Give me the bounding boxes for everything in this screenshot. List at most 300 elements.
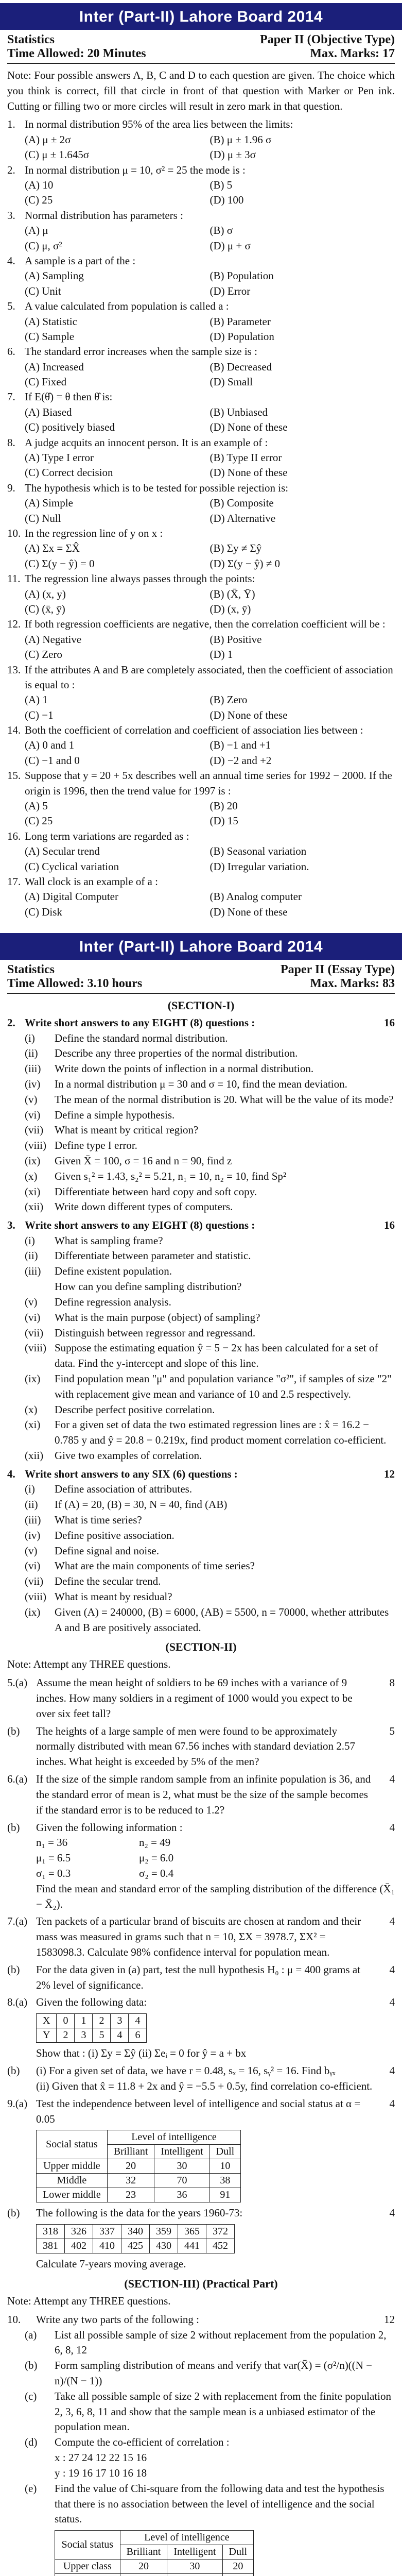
mcq-option: (C) Correct decision (25, 466, 113, 479)
mcq-question (7, 344, 395, 359)
q9a-table (36, 2130, 241, 2202)
mcq-options (7, 799, 395, 829)
mcq-number: 16. (7, 829, 21, 842)
table-cell: 91 (209, 2188, 241, 2202)
mcq-option: (D) Σ(y − ŷ) ≠ 0 (209, 557, 280, 570)
mcq-option: (B) μ ± 1.96 σ (209, 133, 272, 146)
mcq-options (7, 889, 395, 920)
mcq-question (7, 389, 395, 404)
sub-roman: (ix) (25, 1605, 41, 1618)
sub-roman: (v) (25, 1093, 38, 1106)
q9a (7, 2096, 395, 2127)
q-number: (b) (7, 1963, 20, 1976)
table-cell: 20 (120, 2560, 167, 2574)
sub-question (7, 1326, 395, 1341)
sub-question (7, 2328, 395, 2359)
mcq-item (7, 435, 395, 481)
mcq-option: (C) −1 and 0 (25, 754, 80, 767)
q-number: (b) (7, 1724, 20, 1737)
q-text: Given the following data: (36, 1996, 147, 2009)
info-right: σ₂ = 0.4 (139, 1867, 174, 1879)
mcq-options (7, 268, 395, 299)
q9b-table (36, 2224, 235, 2253)
sub-text: Define positive association. (55, 1529, 174, 1541)
q-number: 7.(a) (7, 1915, 28, 1928)
table-cell: 70 (154, 2174, 209, 2188)
sub-roman: (d) (25, 2436, 38, 2449)
table-cell: 20 (222, 2560, 254, 2574)
table-header-cell: Level of intelligence (120, 2531, 253, 2545)
sub-question (7, 2358, 395, 2389)
sub-text: What is sampling frame? (55, 1234, 163, 1247)
sub-roman: (x) (25, 1403, 38, 1416)
mcq-text: In normal distribution μ = 10, σ² = 25 the mode is : (25, 163, 246, 176)
mcq-question (7, 253, 395, 268)
sub-text: What is meant by residual? (55, 1590, 172, 1603)
question-4 (7, 1467, 395, 1636)
sub-roman: (vii) (25, 1575, 44, 1588)
paper-type: Paper II (Objective Type) (260, 33, 395, 46)
mcq-option: (D) (x, ȳ) (209, 602, 251, 615)
sub-question (7, 1482, 395, 1497)
mcq-option: (B) 20 (209, 800, 238, 812)
sub-question (7, 1264, 395, 1279)
sub-roman: (x) (25, 1170, 38, 1182)
q-marks: 4 (389, 2207, 395, 2219)
mcq-list (7, 117, 395, 920)
question-2 (7, 1015, 395, 1215)
sub-text: How can you define sampling distribution? (55, 1280, 242, 1293)
mcq-option: (D) Irregular variation. (209, 860, 309, 873)
q-marks: 4 (389, 1963, 395, 1976)
mcq-option: (B) −1 and +1 (209, 739, 271, 752)
mcq-option: (B) Population (209, 269, 274, 282)
sub-roman: (iii) (25, 1513, 41, 1526)
mcq-option: (D) μ + σ (209, 239, 251, 252)
q8b (7, 2063, 395, 2079)
mcq-option: (A) 10 (25, 179, 54, 191)
table-cell: 340 (121, 2225, 150, 2239)
sub-question (7, 1497, 395, 1513)
mcq-item (7, 768, 395, 829)
sub-roman: (xi) (25, 1418, 41, 1431)
mcq-option: (C) Cyclical variation (25, 860, 119, 873)
sub-question (7, 1199, 395, 1215)
mcq-item (7, 663, 395, 723)
mcq-number: 4. (7, 254, 15, 267)
table-cell: 425 (121, 2239, 150, 2253)
mcq-option: (C) 25 (25, 815, 53, 827)
mcq-option: (D) Error (209, 284, 251, 297)
mcq-option: (C) Sample (25, 330, 75, 343)
mcq-option: (B) (X̄, Ȳ) (209, 587, 255, 600)
section-3-note: Note: Attempt any THREE questions. (7, 2294, 171, 2307)
sub-roman: (i) (25, 1031, 35, 1044)
q-number: 4. (7, 1467, 15, 1480)
mcq-item (7, 344, 395, 389)
sub-text: Form sampling distribution of means and verify that var(X̄) = (σ²/n)((N − n)/(N − 1)) (55, 2359, 372, 2387)
mcq-text: A judge acquits an innocent person. It is an example of : (25, 436, 268, 449)
sub-roman: (i) (25, 1483, 35, 1496)
mcq-question (7, 663, 395, 693)
mcq-options (7, 132, 395, 163)
sub-question (7, 1605, 395, 1636)
sub-text: Define regression analysis. (55, 1295, 171, 1308)
q-marks: 16 (384, 1219, 395, 1232)
table-cell: 365 (178, 2225, 206, 2239)
section-1-title: (SECTION-I) (167, 999, 235, 1012)
sub-text: Differentiate between hard copy and soft copy. (55, 1185, 257, 1198)
mcq-option: (C) −1 (25, 708, 54, 721)
max-marks: Max. Marks: 17 (310, 47, 395, 60)
sub-roman: (xi) (25, 1185, 41, 1198)
paper2-banner: Inter (Part-II) Lahore Board 2014 (0, 933, 402, 960)
table-cell: 402 (65, 2239, 93, 2253)
long-question (7, 1675, 395, 1721)
mcq-option: (A) Statistic (25, 315, 78, 328)
mcq-number: 11. (7, 572, 21, 585)
sub-text: What are the main components of time series? (55, 1560, 255, 1572)
table-header-cell: Social status (37, 2130, 108, 2159)
table-header-cell: Dull (222, 2545, 254, 2560)
table-row (37, 2225, 235, 2239)
table-cell: Y (37, 2028, 57, 2043)
q-text: Write short answers to any SIX (6) questions : (25, 1467, 238, 1480)
mcq-item (7, 723, 395, 768)
table-row (37, 2014, 147, 2028)
table-cell: Upper class (55, 2560, 120, 2574)
table-cell (55, 2574, 120, 2576)
mcq-option: (D) None of these (209, 421, 288, 434)
sub-text: Define existent population. (55, 1265, 172, 1278)
sub-text: Compute the co-efficient of correlation : (55, 2436, 230, 2449)
paper1-header-row2 (7, 47, 395, 64)
q-number: 5.(a) (7, 1676, 28, 1689)
sub-text: What is meant by critical region? (55, 1124, 199, 1137)
mcq-question (7, 526, 395, 541)
table-header-cell: Social status (55, 2531, 120, 2560)
sub-text: Given s₁² = 1.43, s₂² = 5.21, n₁ = 10, n₂ = 10, find Sp² (55, 1170, 287, 1182)
sub-text: Define signal and noise. (55, 1544, 159, 1557)
mcq-question (7, 874, 395, 889)
mcq-number: 12. (7, 618, 21, 631)
section-2-note: Note: Attempt any THREE questions. (7, 1658, 171, 1671)
table-cell: 32 (107, 2174, 154, 2188)
table-cell: 3 (75, 2028, 93, 2043)
sub-text: Define association of attributes. (55, 1483, 193, 1496)
mcq-question (7, 208, 395, 223)
table-cell: 6 (129, 2028, 147, 2043)
table-cell: 430 (150, 2239, 178, 2253)
sub-text: Take all possible sample of size 2 with replacement from the finite population 2, 3, 6, 8, 11 and show that the sample mean is a unbiased estimator of the population mean. (55, 2389, 392, 2433)
table-row (37, 2159, 241, 2174)
q-text: Ten packets of a particular brand of biscuits are chosen at random and their mass was measured in grams such that n = 10, ΣX = 3978.7, ΣX² = 1583098.3. Calculate 98% confidence interval for population mean. (36, 1915, 361, 1958)
mcq-text: If the attributes A and B are completely associated, then the coefficient of association is equal to : (25, 663, 393, 691)
mcq-number: 17. (7, 875, 21, 888)
sub-text: Given X̄ = 100, σ = 16 and n = 90, find z (55, 1155, 232, 1167)
mcq-option: (A) μ (25, 224, 48, 237)
sub-roman: (vi) (25, 1311, 41, 1324)
table-cell: 3 (111, 2014, 129, 2028)
sub-text: Write down the points of inflection in a normal distribution. (55, 1062, 314, 1075)
q6b-info (7, 1835, 395, 1881)
sub-roman: (a) (25, 2328, 37, 2341)
sub-roman: (viii) (25, 1139, 46, 1152)
sub-roman: (iv) (25, 1077, 41, 1090)
table-cell: 372 (206, 2225, 235, 2239)
q-number: (b) (7, 1821, 20, 1834)
sub-roman: (iii) (25, 1062, 41, 1075)
sub-question (7, 1233, 395, 1249)
mcq-option: (D) 15 (209, 815, 238, 827)
q8b-part2: (ii) Given that x̂ = 11.8 + 2x and ŷ = −5.5 + 0.5y, find correlation co-efficient. (36, 2079, 373, 2092)
mcq-option: (D) Alternative (209, 512, 276, 524)
sub-text: Define a simple hypothesis. (55, 1108, 175, 1121)
q8a-show: Show that : (i) Σy = Σŷ (ii) Σeᵢ = 0 for ŷ = a + bx (36, 2047, 247, 2060)
q10e (7, 2481, 395, 2527)
sub-roman: (b) (25, 2359, 38, 2372)
mcq-options (7, 692, 395, 723)
mcq-option: (D) 1 (209, 648, 233, 661)
q-text: Assume the mean height of soldiers to be 69 inches with a variance of 9 inches. How many soldiers in a regiment of 1000 would you expect to be over six feet tall? (36, 1676, 353, 1720)
q-text: For the data given in (a) part, test the null hypothesis H₀ : μ = 400 grams at 2% level of significance. (36, 1963, 360, 1991)
mcq-options (7, 496, 395, 526)
mcq-option: (B) Positive (209, 633, 262, 646)
mcq-option: (A) 0 and 1 (25, 739, 75, 752)
q-text: Write short answers to any EIGHT (8) questions : (25, 1219, 255, 1232)
mcq-options (7, 314, 395, 345)
q-number: 3. (7, 1219, 15, 1232)
table-cell: 326 (65, 2225, 93, 2239)
table-header-cell: Brilliant (107, 2145, 154, 2159)
mcq-text: Long term variations are regarded as : (25, 829, 189, 842)
mcq-option: (B) Σy ≠ Σŷ (209, 542, 262, 555)
mcq-text: The hypothesis which is to be tested for possible rejection is: (25, 481, 289, 494)
table-cell (120, 2574, 167, 2576)
q-number: 6.(a) (7, 1773, 28, 1786)
sub-roman: (viii) (25, 1342, 46, 1354)
table-row (37, 2239, 235, 2253)
q-text: If the size of the simple random sample from an infinite population is 36, and the standard error of mean is 2, what must be the size of the sample becomes if the standard error is to be reduced to 1.2? (36, 1773, 371, 1816)
sub-roman: (ii) (25, 1498, 38, 1511)
mcq-question (7, 617, 395, 632)
q-marks: 4 (389, 2097, 395, 2110)
table-cell: 318 (37, 2225, 65, 2239)
q10d-x: x : 27 24 12 22 15 16 (55, 2451, 147, 2464)
sub-question (7, 1295, 395, 1310)
mcq-item (7, 874, 395, 920)
sub-roman: (vi) (25, 1560, 41, 1572)
time-allowed: Time Allowed: 20 Minutes (7, 47, 146, 60)
q-text: The heights of a large sample of men were found to be approximately normally distributed with mean 67.56 inches with standard deviation 2.57 inches. What height is exceeded by 5% of the men? (36, 1724, 355, 1768)
table-cell: 36 (154, 2188, 209, 2202)
table-header-cell: Brilliant (120, 2545, 167, 2560)
question-heading (7, 1467, 395, 1482)
sub-text: The mean of the normal distribution is 20. What will be the value of its mode? (55, 1093, 394, 1106)
sub-question (7, 1574, 395, 1589)
mcq-option: (D) Small (209, 376, 253, 388)
sub-roman: (ix) (25, 1155, 41, 1167)
q-text: The following is the data for the years 1960-73: (36, 2207, 243, 2219)
sub-text: Distinguish between regressor and regressand. (55, 1326, 256, 1339)
mcq-options (7, 541, 395, 571)
table-header-row (55, 2531, 254, 2545)
sub-roman: (viii) (25, 1590, 46, 1603)
sub-roman: (c) (25, 2389, 37, 2402)
mcq-text: In the regression line of y on x : (25, 527, 163, 539)
mcq-number: 10. (7, 527, 21, 539)
sub-question (7, 1513, 395, 1528)
q10d-y: y : 19 16 17 10 16 18 (55, 2466, 147, 2479)
mcq-option: (C) Σ(y − ŷ) = 0 (25, 557, 95, 570)
sub-roman: (iii) (25, 1265, 41, 1278)
table-cell: 452 (206, 2239, 235, 2253)
mcq-text: The standard error increases when the sample size is : (25, 345, 257, 358)
mcq-option: (C) Fixed (25, 376, 67, 388)
table-header-cell: Level of intelligence (107, 2130, 240, 2145)
sub-roman: (ii) (25, 1047, 38, 1060)
sub-text: Write down different types of computers. (55, 1200, 233, 1213)
sub-question (7, 1092, 395, 1108)
mcq-question (7, 571, 395, 586)
mcq-options (7, 587, 395, 617)
long-question (7, 1962, 395, 1993)
long-question (7, 1820, 395, 1836)
table-cell: X (37, 2014, 57, 2028)
long-question (7, 1724, 395, 1770)
sub-question (7, 1589, 395, 1605)
table-cell: 4 (111, 2028, 129, 2043)
mcq-option: (A) Type I error (25, 451, 94, 464)
q-marks: 4 (389, 1773, 395, 1786)
mcq-option: (B) Type II error (209, 451, 282, 464)
mcq-option: (C) Null (25, 512, 61, 524)
mcq-item (7, 253, 395, 299)
sub-roman: (i) (25, 1234, 35, 1247)
mcq-text: Wall clock is an example of a : (25, 875, 158, 888)
table-row (55, 2574, 254, 2576)
question-7 (7, 1914, 395, 1993)
table-cell: 30 (167, 2560, 222, 2574)
sub-roman: (v) (25, 1295, 38, 1308)
sub-text: Differentiate between parameter and statistic. (55, 1249, 251, 1262)
mcq-text: Suppose that y = 20 + 5x describes well an annual time series for 1992 − 2000. If the origin is 1996, then the trend value for 1997 is : (25, 769, 392, 797)
paper2-header-row1 (7, 963, 395, 977)
table-cell: 359 (150, 2225, 178, 2239)
mcq-option: (D) None of these (209, 466, 288, 479)
table-cell: 381 (37, 2239, 65, 2253)
info-right: n₂ = 49 (139, 1836, 171, 1849)
mcq-options (7, 738, 395, 768)
table-cell: 410 (93, 2239, 121, 2253)
long-question (7, 1772, 395, 1818)
sub-roman: (vii) (25, 1326, 44, 1339)
mcq-option: (D) None of these (209, 708, 288, 721)
table-cell: Upper middle (37, 2159, 108, 2174)
paper1-banner: Inter (Part-II) Lahore Board 2014 (0, 3, 402, 30)
mcq-option: (B) Decreased (209, 360, 272, 373)
mcq-option: (A) Simple (25, 497, 73, 510)
subject: Statistics (7, 33, 55, 46)
mcq-option: (C) μ, σ² (25, 239, 62, 252)
mcq-option: (B) Unbiased (209, 405, 268, 418)
section-3-title: (SECTION-III) (Practical Part) (124, 2277, 278, 2290)
mcq-text: The regression line always passes through the points: (25, 572, 255, 585)
info-right: μ₂ = 6.0 (139, 1852, 174, 1865)
mcq-item (7, 163, 395, 208)
long-question (7, 1914, 395, 1960)
section-2-title: (SECTION-II) (165, 1640, 237, 1654)
sub-question (7, 2435, 395, 2450)
mcq-option: (C) Disk (25, 905, 62, 918)
sub-text: Define the secular trend. (55, 1575, 161, 1588)
table-cell: 20 (107, 2159, 154, 2174)
q-marks: 12 (384, 1467, 395, 1480)
sub-text: Describe perfect positive correlation. (55, 1403, 215, 1416)
mcq-item (7, 389, 395, 435)
sub-text: If (A) = 20, (B) = 30, N = 40, find (AB) (55, 1498, 228, 1511)
mcq-text: A sample is a part of the : (25, 254, 136, 267)
mcq-text: A value calculated from population is called a : (25, 300, 229, 313)
mcq-option: (D) μ ± 3σ (209, 148, 256, 161)
sub-text: Find population mean "μ" and population variance "σ²", if samples of size "2" with replacement give mean and variance of 10 and 2.5 respectively. (55, 1372, 392, 1400)
q-text: Write short answers to any EIGHT (8) questions : (25, 1016, 255, 1029)
mcq-question (7, 299, 395, 314)
mcq-option: (A) (x, y) (25, 587, 66, 600)
sub-question (7, 1341, 395, 1371)
mcq-option: (A) Secular trend (25, 845, 100, 858)
q-number: 10. (7, 2313, 21, 2326)
question-3 (7, 1218, 395, 1464)
mcq-option: (D) None of these (209, 905, 288, 918)
mcq-item (7, 299, 395, 344)
sub-question (7, 1061, 395, 1077)
sub-question (7, 1031, 395, 1046)
table-cell (222, 2574, 254, 2576)
q-number: 9.(a) (7, 2097, 28, 2110)
table-cell: 23 (107, 2188, 154, 2202)
table-cell: 5 (93, 2028, 111, 2043)
table-cell: 0 (57, 2014, 75, 2028)
mcq-number: 7. (7, 391, 15, 403)
time-allowed: Time Allowed: 3.10 hours (7, 977, 143, 991)
mcq-option: (B) 5 (209, 179, 233, 191)
mcq-option: (A) Negative (25, 633, 82, 646)
sub-text: What is time series? (55, 1513, 142, 1526)
q-marks: 4 (389, 1996, 395, 2009)
table-cell: 337 (93, 2225, 121, 2239)
q9b (7, 2206, 395, 2221)
mcq-option: (D) −2 and +2 (209, 754, 272, 767)
mcq-option: (A) Σx = ΣX̂ (25, 542, 80, 555)
q-text: Given the following information : (36, 1821, 183, 1834)
paper-type: Paper II (Essay Type) (280, 963, 395, 977)
sub-question (7, 1169, 395, 1184)
q9b-tail: Calculate 7-years moving average. (36, 2258, 186, 2270)
mcq-options (7, 360, 395, 390)
mcq-options (7, 223, 395, 253)
mcq-option: (B) Seasonal variation (209, 845, 307, 858)
table-row (37, 2188, 241, 2202)
mcq-option: (B) Parameter (209, 315, 271, 328)
q-text: Test the independence between level of intelligence and social status at α = 0.05 (36, 2097, 361, 2125)
sub-question (7, 1138, 395, 1154)
mcq-option: (A) μ ± 2σ (25, 133, 71, 146)
mcq-options (7, 844, 395, 874)
mcq-text: If both regression coefficients are negative, then the correlation coefficient will be : (25, 618, 386, 631)
table-row (37, 2174, 241, 2188)
mcq-number: 3. (7, 209, 15, 222)
